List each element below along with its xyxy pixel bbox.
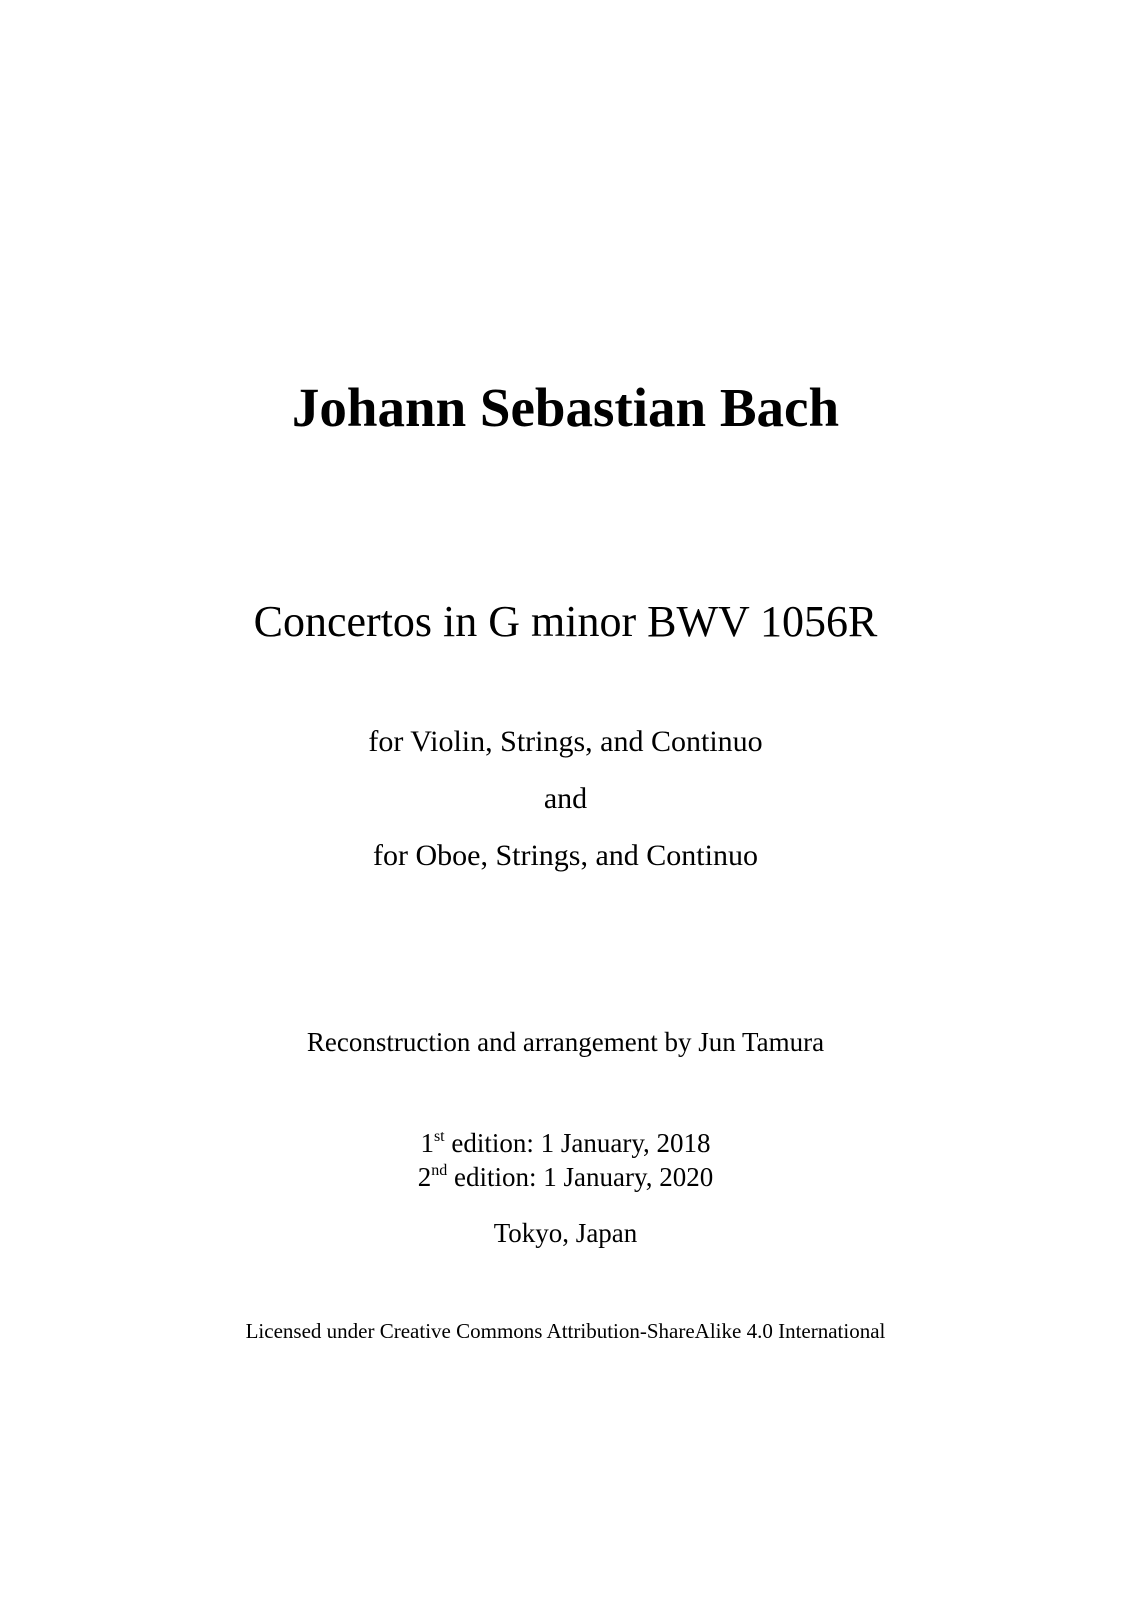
work-title: Concertos in G minor BWV 1056R [253, 597, 878, 646]
composer-name: Johann Sebastian Bach [291, 377, 840, 438]
edition-2-number: 2 [417, 1162, 432, 1192]
publication-place: Tokyo, Japan [493, 1218, 638, 1248]
edition-1-ordinal-suffix: st [433, 1128, 445, 1145]
instrumentation-oboe: for Oboe, Strings, and Continuo [373, 839, 758, 872]
arranger-credit: Reconstruction and arrangement by Jun Tamura [306, 1027, 825, 1057]
edition-2-ordinal-suffix: nd [431, 1162, 448, 1179]
instrumentation-violin: for Violin, Strings, and Continuo [368, 725, 763, 758]
edition-2-text: edition: 1 January, 2020 [447, 1162, 714, 1192]
edition-line-2 [0, 1164, 1131, 1191]
instrumentation-conjunction: and [543, 782, 588, 815]
edition-1-number: 1 [420, 1128, 434, 1158]
edition-line-1 [0, 1130, 1131, 1157]
edition-1-text: edition: 1 January, 2018 [444, 1128, 711, 1158]
license-notice: Licensed under Creative Commons Attribution-ShareAlike 4.0 International [245, 1319, 886, 1343]
